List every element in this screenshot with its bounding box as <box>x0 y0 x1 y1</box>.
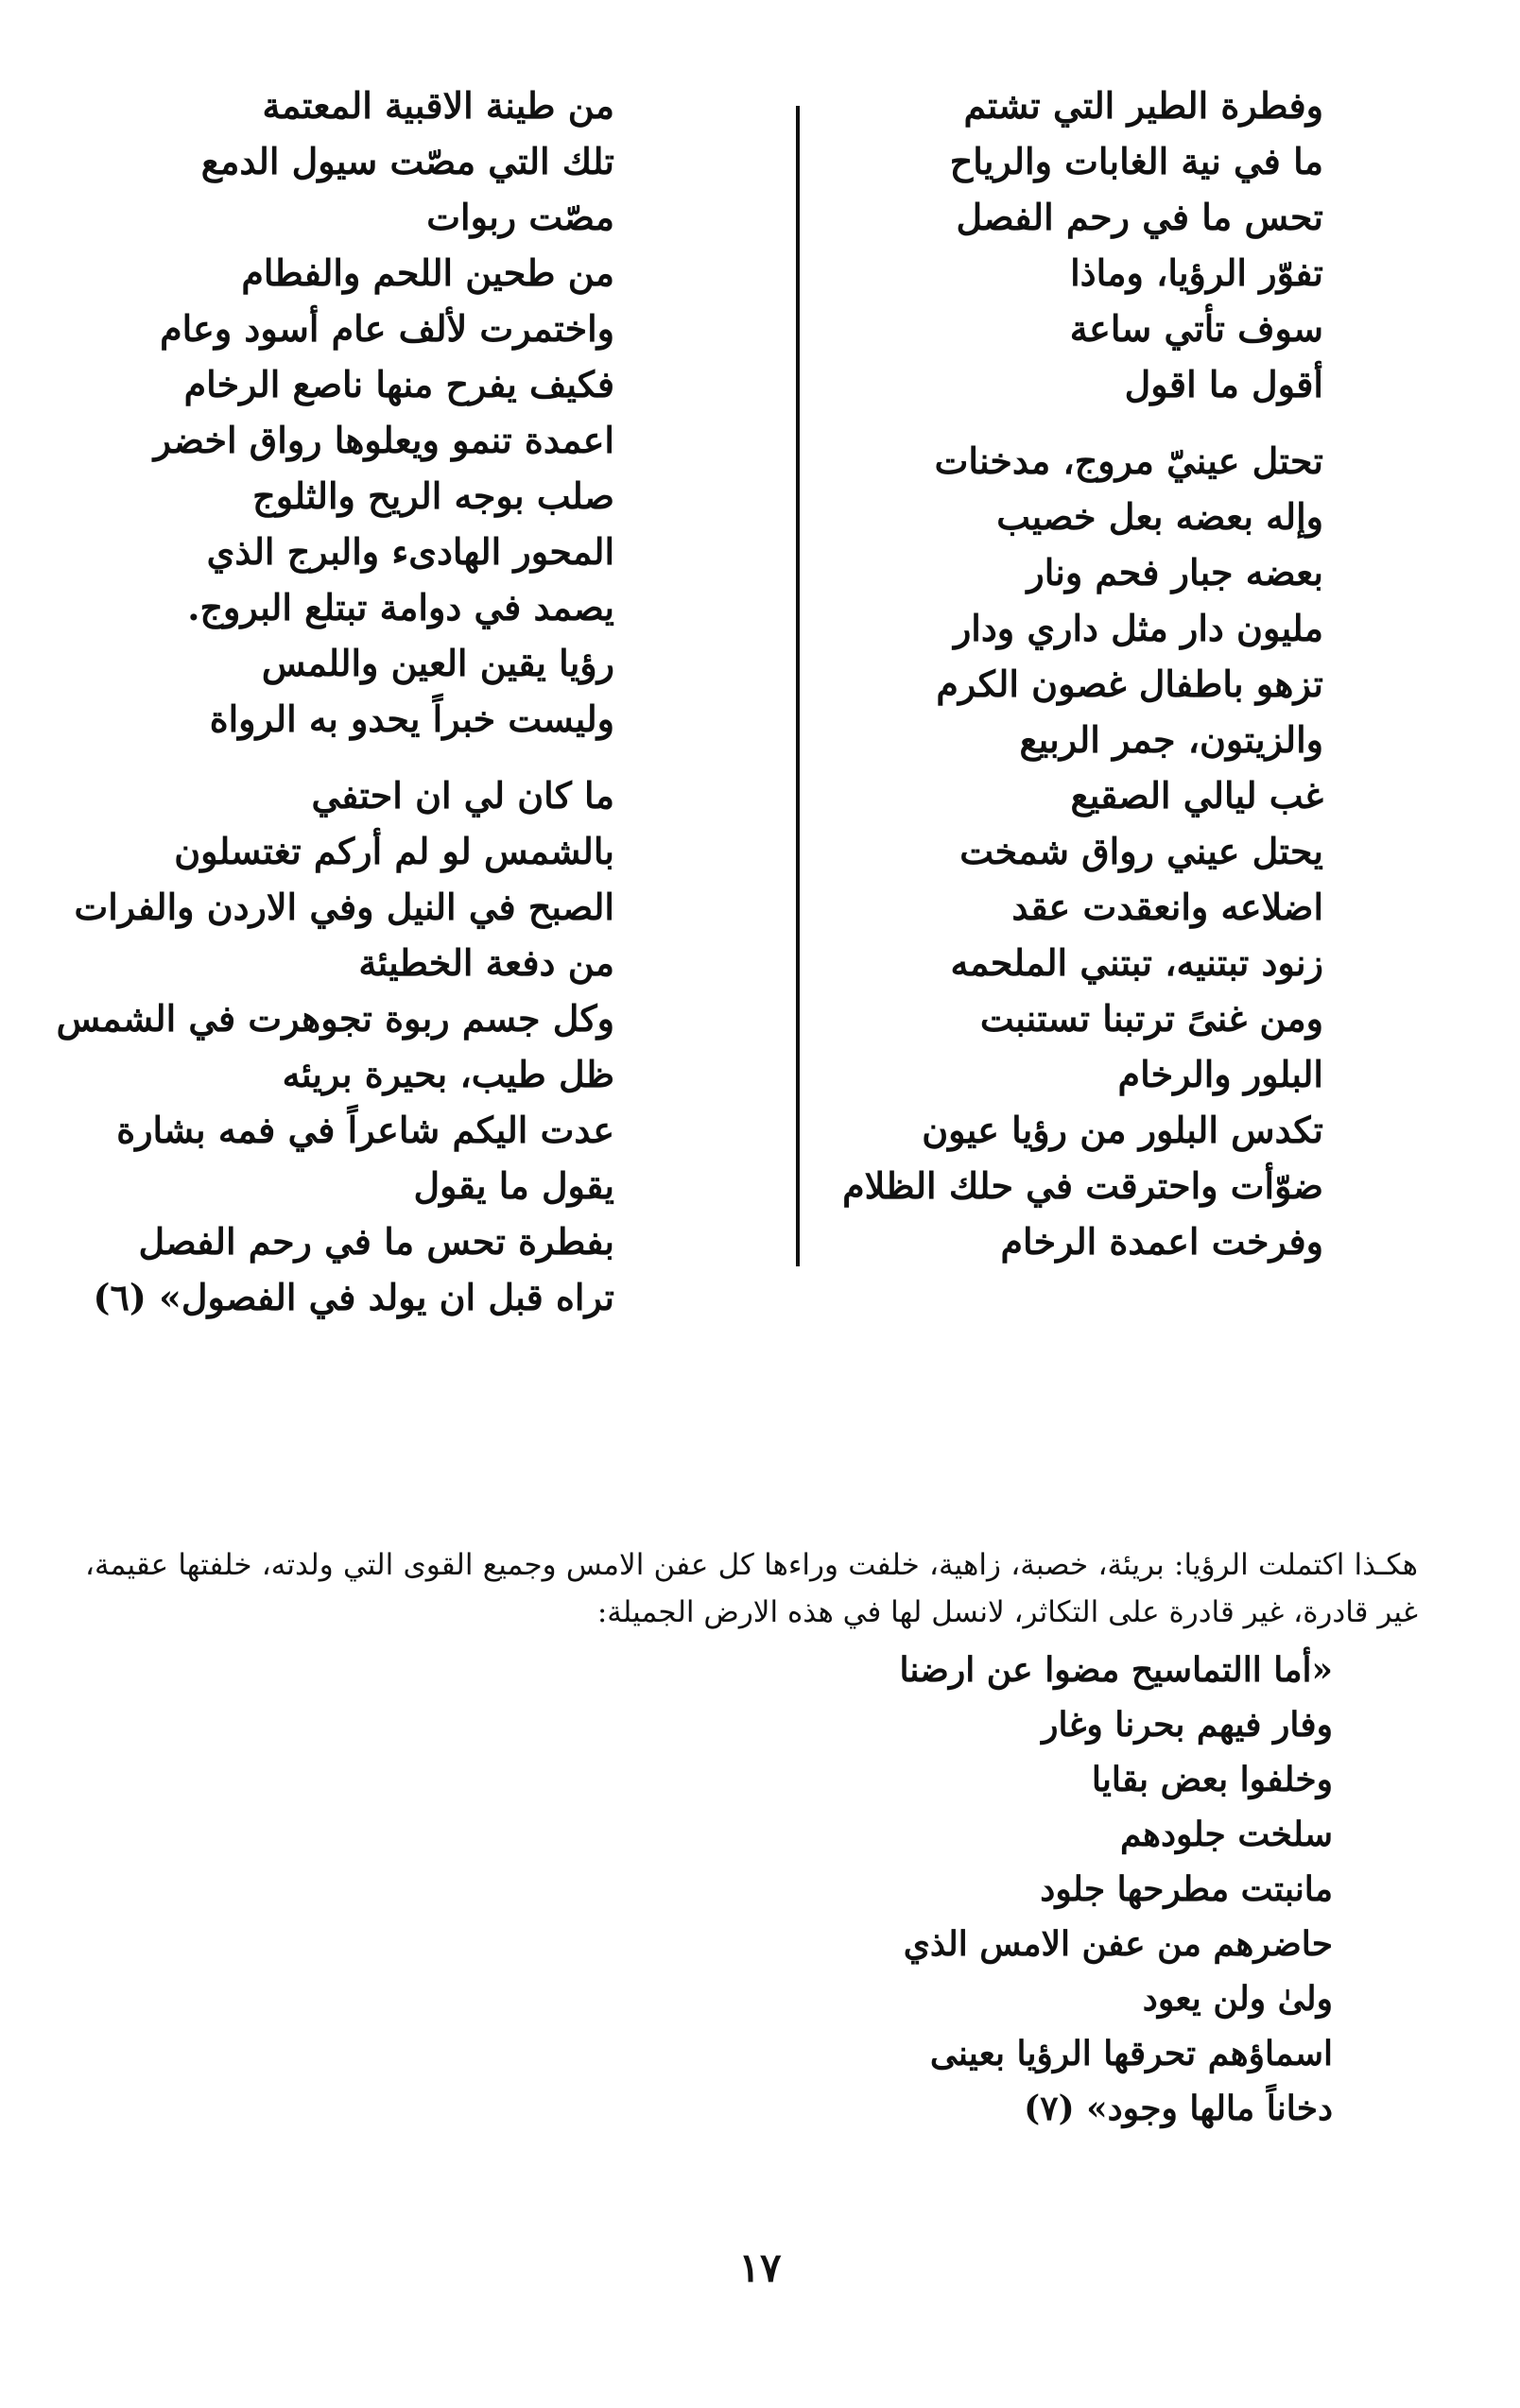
poem-line: البلور والرخام <box>1117 1053 1323 1095</box>
poem-line: واختمرت لألف عام أسود وعام <box>160 307 614 350</box>
poem-line: تراه قبل ان يولد في الفصول» (٦) <box>93 1276 614 1318</box>
poem-line: أقول ما اقول <box>1124 363 1323 405</box>
poem-line: حاضرهم من عفن الامس الذي <box>903 1924 1333 1964</box>
poem-line: ما كان لي ان احتفي <box>311 774 614 817</box>
poem-line: سوف تأتي ساعة <box>1069 307 1323 350</box>
poem-line: تحتل عينيّ مروج، مدخنات <box>934 439 1323 482</box>
poem-line: «أما االتماسيح مضوا عن ارضنا <box>899 1650 1333 1690</box>
poem-line: الصبح في النيل وفي الاردن والفرات <box>74 886 614 928</box>
poem-line: وكل جسم ربوة تجوهرت في الشمس <box>56 997 614 1040</box>
poem-line: تحس ما في رحم الفصل <box>956 196 1323 238</box>
poem-line: عدت اليكم شاعراً في فمه بشارة <box>116 1109 614 1151</box>
column-divider <box>796 106 800 1266</box>
poem-line: مليون دار مثل داري ودار <box>953 607 1323 649</box>
poem-line: يقول ما يقول <box>413 1164 614 1207</box>
poem-line: صلب بوجه الريح والثلوج <box>252 474 614 517</box>
poem-line: المحور الهادىء والبرج الذي <box>206 530 614 573</box>
poem-line: فكيف يفرح منها ناصع الرخام <box>183 363 614 405</box>
poem-line: رؤيا يقين العين واللمس <box>261 642 614 684</box>
poem-line: من طينة الاقبية المعتمة <box>262 84 614 127</box>
poem-line: وفطرة الطير التي تشتم <box>963 84 1323 127</box>
poem-line: وخلفوا بعض بقايا <box>1091 1760 1333 1799</box>
stanza <box>842 433 1323 1269</box>
poem-line: يصمد في دوامة تبتلع البروج. <box>187 586 614 628</box>
poem-line: بفطرة تحس ما في رحم الفصل <box>138 1220 614 1263</box>
poem-line: ولىٰ ولن يعود <box>1142 1979 1333 2019</box>
poem-line: سلخت جلودهم <box>1120 1815 1333 1854</box>
stanza <box>907 77 1323 412</box>
poem-line: اسماؤهم تحرقها الرؤيا بعينى <box>929 2034 1333 2073</box>
poem-line: تكدس البلور من رؤيا عيون <box>922 1109 1323 1151</box>
poem-line: بالشمس لو لم أركم تغتسلون <box>174 830 614 872</box>
stanza <box>142 77 614 747</box>
poem-line: غب ليالي الصقيع <box>1070 774 1323 817</box>
stanza <box>56 767 614 1325</box>
poem-line: زنود تبتنيه، تبتني الملحمه <box>950 941 1323 984</box>
poem-line: مانبتت مطرحها جلود <box>1040 1869 1333 1909</box>
poem-line: بعضه جبار فحم ونار <box>1027 551 1323 593</box>
poem-line: وإله بعضه بعل خصيب <box>996 495 1323 538</box>
poem-column-left <box>56 77 614 1346</box>
poem-line: دخاناً مالها وجود» (٧) <box>1024 2089 1333 2128</box>
poem-line: مصّت ربوات <box>426 196 614 238</box>
poem-line: والزيتون، جمر الربيع <box>1019 718 1323 761</box>
page-number: ١٧ <box>738 2245 782 2291</box>
poem-line: ضوّأت واحترقت في حلك الظلام <box>842 1164 1323 1207</box>
prose-paragraph: هكـذا اكتملت الرؤيا: بريئة، خصبة، زاهية، خلفت وراءها كل عفن الامس وجميع القوى التي ولدته، خلفتها عقيمة، غير قادرة، غير قادرة على التكاثر، لانسل لها في هذه الارض الجميلة: <box>85 1548 1418 1629</box>
quoted-poem <box>855 1643 1333 2136</box>
poem-line: اضلاعه وانعقدت عقد <box>1011 886 1323 928</box>
poem-column-right <box>842 77 1323 1290</box>
poem-line: يحتل عيني رواق شمخت <box>959 830 1323 872</box>
poem-line: تزهو باطفال غصون الكرم <box>936 662 1323 705</box>
poem-line: من دفعة الخطيئة <box>358 941 614 984</box>
poem-line: وفرخت اعمدة الرخام <box>1000 1220 1323 1263</box>
poem-line: ومن غنىً ترتبنا تستنبت <box>979 997 1323 1040</box>
poem-line: ظل طيب، بحيرة بريئه <box>282 1053 614 1095</box>
poem-line: ما في نية الغابات والرياح <box>949 140 1323 182</box>
poem-line: تلك التي مصّت سيول الدمع <box>200 140 614 182</box>
poem-line: وليست خبراً يحدو به الرواة <box>209 697 614 740</box>
poem-line: من طحين اللحم والفطام <box>241 251 614 294</box>
poem-line: تفوّر الرؤيا، وماذا <box>1070 251 1323 294</box>
poem-line: اعمدة تنمو ويعلوها رواق اخضر <box>153 419 614 461</box>
poem-line: وفار فيهم بحرنا وغار <box>1042 1705 1333 1745</box>
